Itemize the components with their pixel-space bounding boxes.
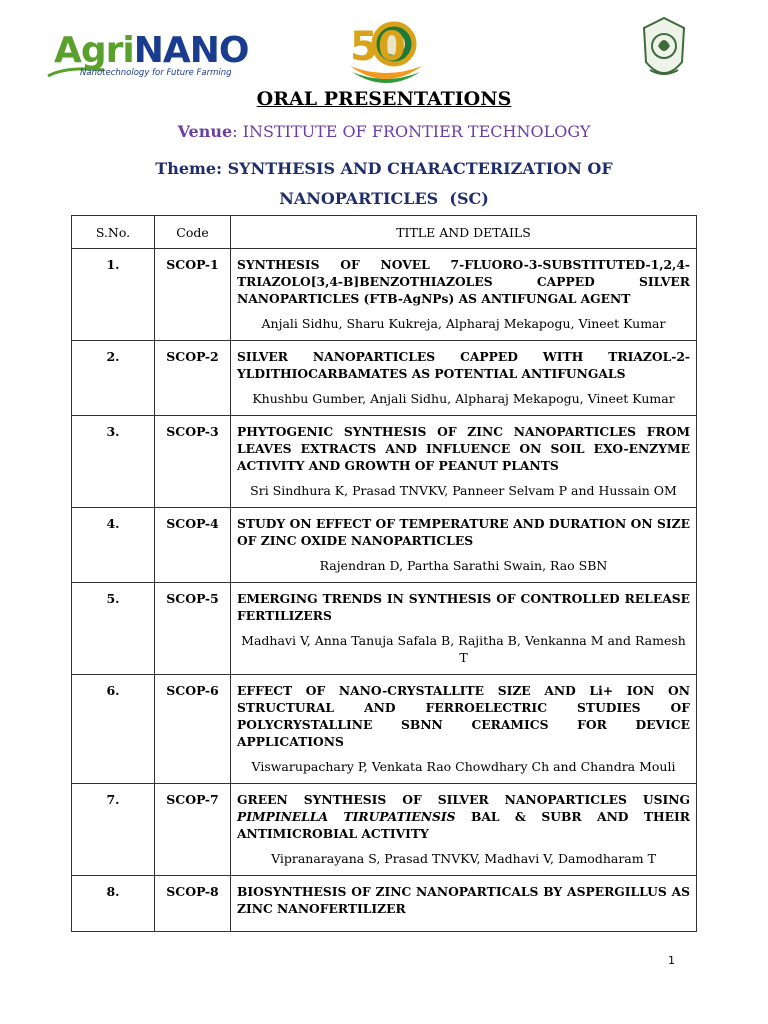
row-sno: 6. <box>72 675 155 784</box>
anniversary-50-logo <box>346 14 426 86</box>
row-sno: 8. <box>72 876 155 932</box>
agrinano-wordmark: AgriNANO <box>54 30 249 71</box>
header-sno: S.No. <box>72 216 155 249</box>
theme-heading: Theme: SYNTHESIS AND CHARACTERIZATION OF NANOPARTICLES (SC) <box>155 159 613 208</box>
paper-title: EFFECT OF NANO-CRYSTALLITE SIZE AND Li+ ION ON STRUCTURAL AND FERROELECTRIC STUDIES OF POLYCRYSTALLINE SBNN CERAMICS FOR DEVICE APPLICATIONS <box>237 683 690 749</box>
venue-label: Venue <box>177 122 233 141</box>
row-details <box>231 341 697 416</box>
row-sno: 2. <box>72 341 155 416</box>
row-details <box>231 675 697 784</box>
paper-authors: Viswarupachary P, Venkata Rao Chowdhary Ch and Chandra Mouli <box>251 759 676 774</box>
table-row <box>72 249 697 341</box>
header-title: TITLE AND DETAILS <box>231 216 697 249</box>
anniversary-number: 50 <box>350 24 406 70</box>
row-sno: 7. <box>72 784 155 876</box>
paper-authors: Sri Sindhura K, Prasad TNVKV, Panneer Selvam P and Hussain OM <box>250 483 677 498</box>
paper-title: BIOSYNTHESIS OF ZINC NANOPARTICALS BY ASPERGILLUS AS ZINC NANOFERTILIZER <box>237 884 690 916</box>
paper-title: EMERGING TRENDS IN SYNTHESIS OF CONTROLLED RELEASE FERTILIZERS <box>237 591 690 623</box>
paper-title: SILVER NANOPARTICLES CAPPED WITH TRIAZOL-2-YLDITHIOCARBAMATES AS POTENTIAL ANTIFUNGALS <box>237 349 690 381</box>
row-details <box>231 416 697 508</box>
venue-value: INSTITUTE OF FRONTIER TECHNOLOGY <box>242 122 591 141</box>
row-sno: 4. <box>72 508 155 583</box>
row-sno: 3. <box>72 416 155 508</box>
row-details <box>231 508 697 583</box>
row-details <box>231 876 697 932</box>
table-row <box>72 416 697 508</box>
header-code: Code <box>155 216 231 249</box>
row-code: SCOP-3 <box>155 416 231 508</box>
table-row <box>72 876 697 932</box>
presentations-table <box>71 215 697 932</box>
row-code: SCOP-8 <box>155 876 231 932</box>
venue-line: Venue: INSTITUTE OF FRONTIER TECHNOLOGY <box>177 122 591 141</box>
row-details <box>231 583 697 675</box>
row-details <box>231 249 697 341</box>
species-name: PIMPINELLA TIRUPATIENSIS <box>237 809 456 824</box>
table-row <box>72 341 697 416</box>
table-row <box>72 784 697 876</box>
table-header-row <box>72 216 697 249</box>
paper-title: STUDY ON EFFECT OF TEMPERATURE AND DURATION ON SIZE OF ZINC OXIDE NANOPARTICLES <box>237 516 690 548</box>
paper-title: SYNTHESIS OF NOVEL 7-FLUORO-3-SUBSTITUTED-1,2,4-TRIAZOLO[3,4-B]BENZOTHIAZOLES CAPPED SILVER NANOPARTICLES (FTB-AgNPs) AS ANTIFUNGAL AGENT <box>237 257 690 306</box>
table-row <box>72 583 697 675</box>
theme-line-2: NANOPARTICLES (SC) <box>279 189 489 208</box>
row-details <box>231 784 697 876</box>
row-code: SCOP-5 <box>155 583 231 675</box>
table-row <box>72 675 697 784</box>
theme-label: Theme <box>155 159 217 178</box>
row-code: SCOP-7 <box>155 784 231 876</box>
paper-authors: Rajendran D, Partha Sarathi Swain, Rao SBN <box>319 558 608 573</box>
paper-title: PHYTOGENIC SYNTHESIS OF ZINC NANOPARTICLES FROM LEAVES EXTRACTS AND INFLUENCE ON SOIL EXO-ENZYME ACTIVITY AND GROWTH OF PEANUT PLANTS <box>237 424 690 473</box>
table-row <box>72 508 697 583</box>
paper-authors: Madhavi V, Anna Tanuja Safala B, Rajitha B, Venkanna M and Ramesh T <box>241 633 686 665</box>
row-code: SCOP-6 <box>155 675 231 784</box>
paper-authors: Vipranarayana S, Prasad TNVKV, Madhavi V, Damodharam T <box>271 851 656 866</box>
page-title: ORAL PRESENTATIONS <box>256 88 512 110</box>
row-code: SCOP-2 <box>155 341 231 416</box>
paper-title: GREEN SYNTHESIS OF SILVER NANOPARTICLES USING PIMPINELLA TIRUPATIENSIS BAL & SUBR AND THEIR ANTIMICROBIAL ACTIVITY <box>237 792 690 841</box>
row-sno: 5. <box>72 583 155 675</box>
agrinano-tagline: Nanotechnology for Future Farming <box>80 68 232 78</box>
theme-line-1: SYNTHESIS AND CHARACTERIZATION OF <box>227 159 613 178</box>
paper-authors: Anjali Sidhu, Sharu Kukreja, Alpharaj Mekapogu, Vineet Kumar <box>261 316 666 331</box>
row-code: SCOP-4 <box>155 508 231 583</box>
row-code: SCOP-1 <box>155 249 231 341</box>
page-number: 1 <box>668 954 675 967</box>
row-sno: 1. <box>72 249 155 341</box>
university-seal-icon <box>640 14 688 86</box>
paper-authors: Khushbu Gumber, Anjali Sidhu, Alpharaj Mekapogu, Vineet Kumar <box>252 391 675 406</box>
agrinano-logo <box>46 28 249 84</box>
